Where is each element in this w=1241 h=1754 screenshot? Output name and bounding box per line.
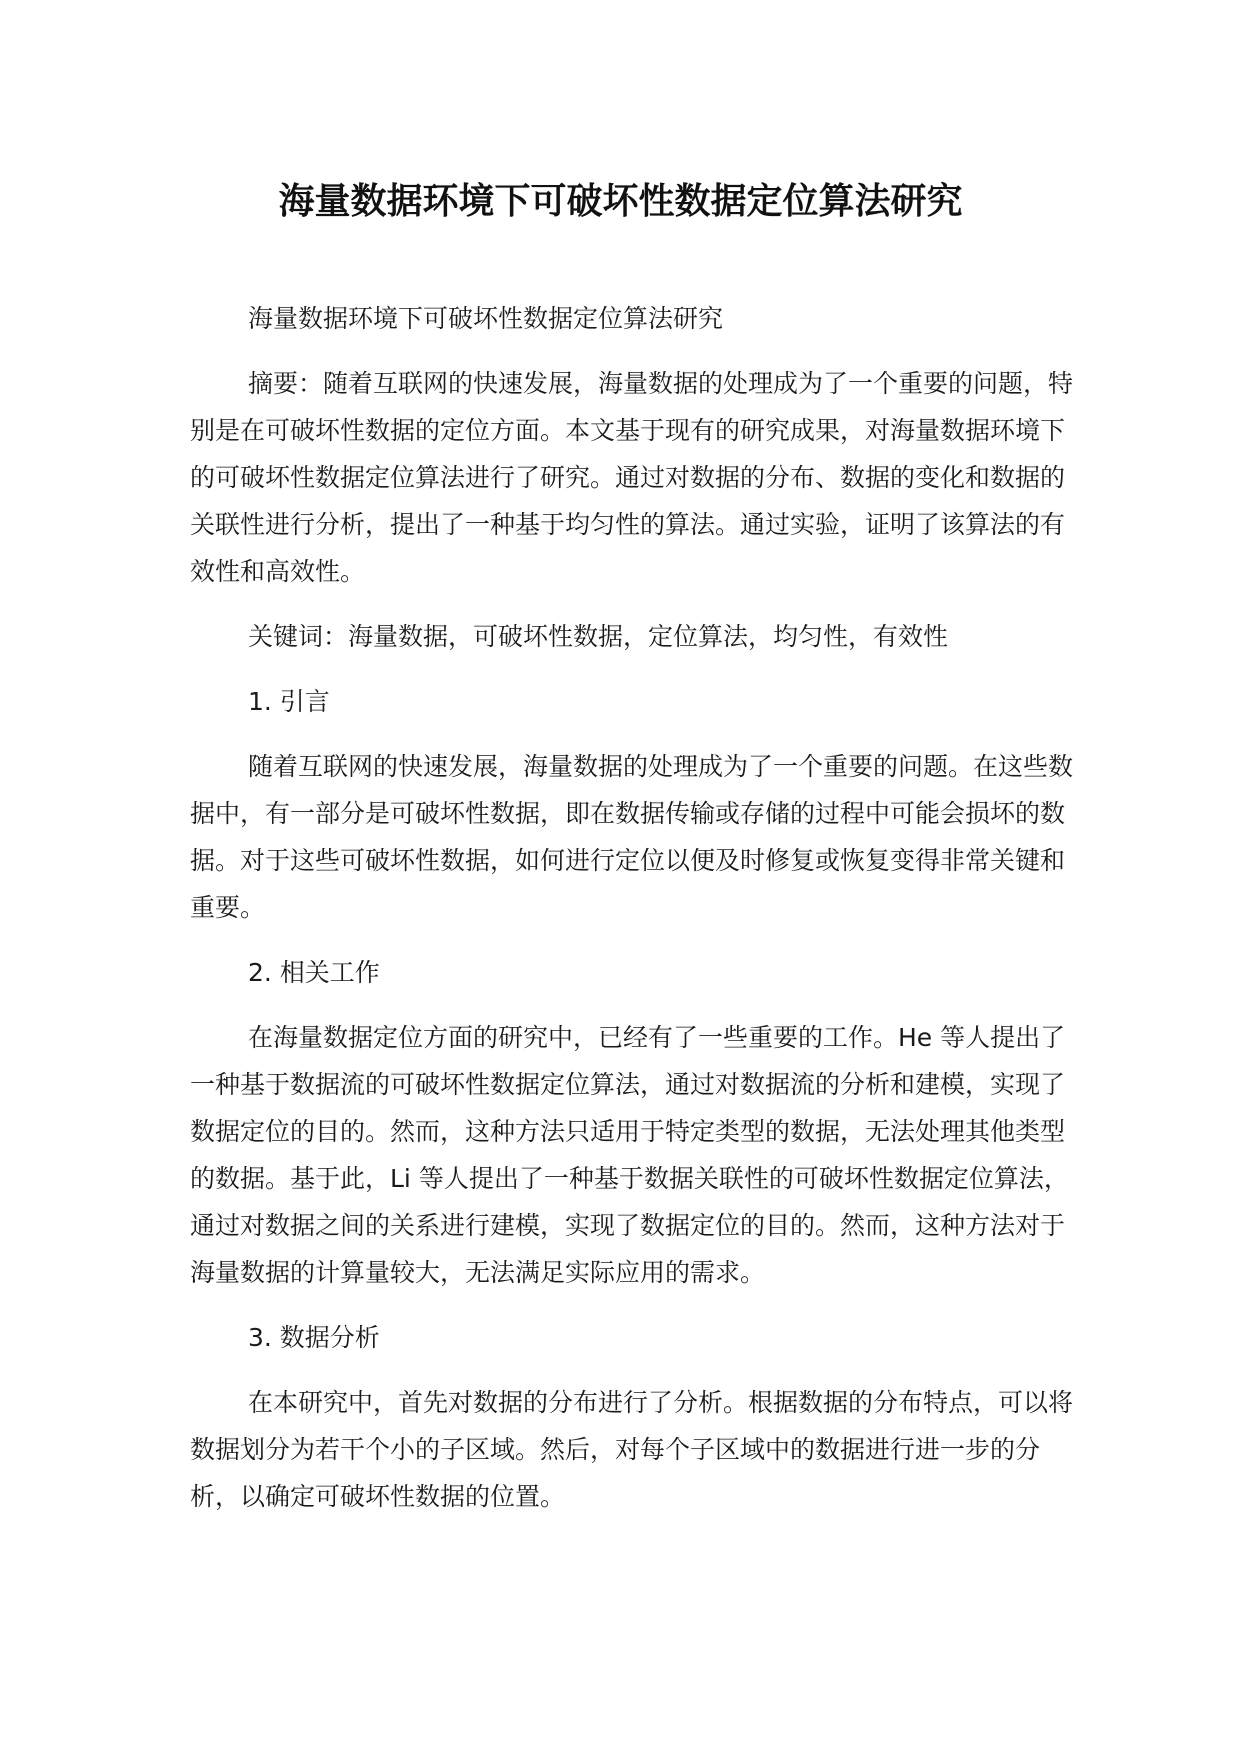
section-heading-data-analysis: 3. 数据分析 <box>248 1323 380 1352</box>
introduction-paragraph: 随着互联网的快速发展，海量数据的处理成为了一个重要的问题。在这些数据中，有一部分是可破坏性数据，即在数据传输或存储的过程中可能会损坏的数据。对于这些可破坏性数据，如何进行定位以便及时修复或恢复变得非常关键和重要。 <box>190 752 1074 922</box>
related-work-paragraph: 在海量数据定位方面的研究中，已经有了一些重要的工作。He 等人提出了一种基于数据流的可破坏性数据定位算法，通过对数据流的分析和建模，实现了数据定位的目的。然而，这种方法只适用于特定类型的数据，无法处理其他类型的数据。基于此，Li 等人提出了一种基于数据关联性的可破坏性数据定位算法，通过对数据之间的关系进行建模，实现了数据定位的目的。然而，这种方法对于海量数据的计算量较大，无法满足实际应用的需求。 <box>190 1023 1069 1287</box>
section-heading-introduction: 1. 引言 <box>248 687 330 716</box>
abstract-paragraph: 摘要：随着互联网的快速发展，海量数据的处理成为了一个重要的问题，特别是在可破坏性数据的定位方面。本文基于现有的研究成果，对海量数据环境下的可破坏性数据定位算法进行了研究。通过对数据的分布、数据的变化和数据的关联性进行分析，提出了一种基于均匀性的算法。通过实验，证明了该算法的有效性和高效性。 <box>190 369 1074 586</box>
keywords-paragraph: 关键词：海量数据，可破坏性数据，定位算法，均匀性，有效性 <box>248 622 949 651</box>
data-analysis-paragraph: 在本研究中，首先对数据的分布进行了分析。根据数据的分布特点，可以将数据划分为若干个小的子区域。然后，对每个子区域中的数据进行进一步的分析，以确定可破坏性数据的位置。 <box>190 1388 1074 1511</box>
subtitle-paragraph: 海量数据环境下可破坏性数据定位算法研究 <box>248 304 724 333</box>
document-title: 海量数据环境下可破坏性数据定位算法研究 <box>278 181 963 222</box>
document-body <box>190 295 1080 1538</box>
section-heading-related-work: 2. 相关工作 <box>248 958 380 987</box>
